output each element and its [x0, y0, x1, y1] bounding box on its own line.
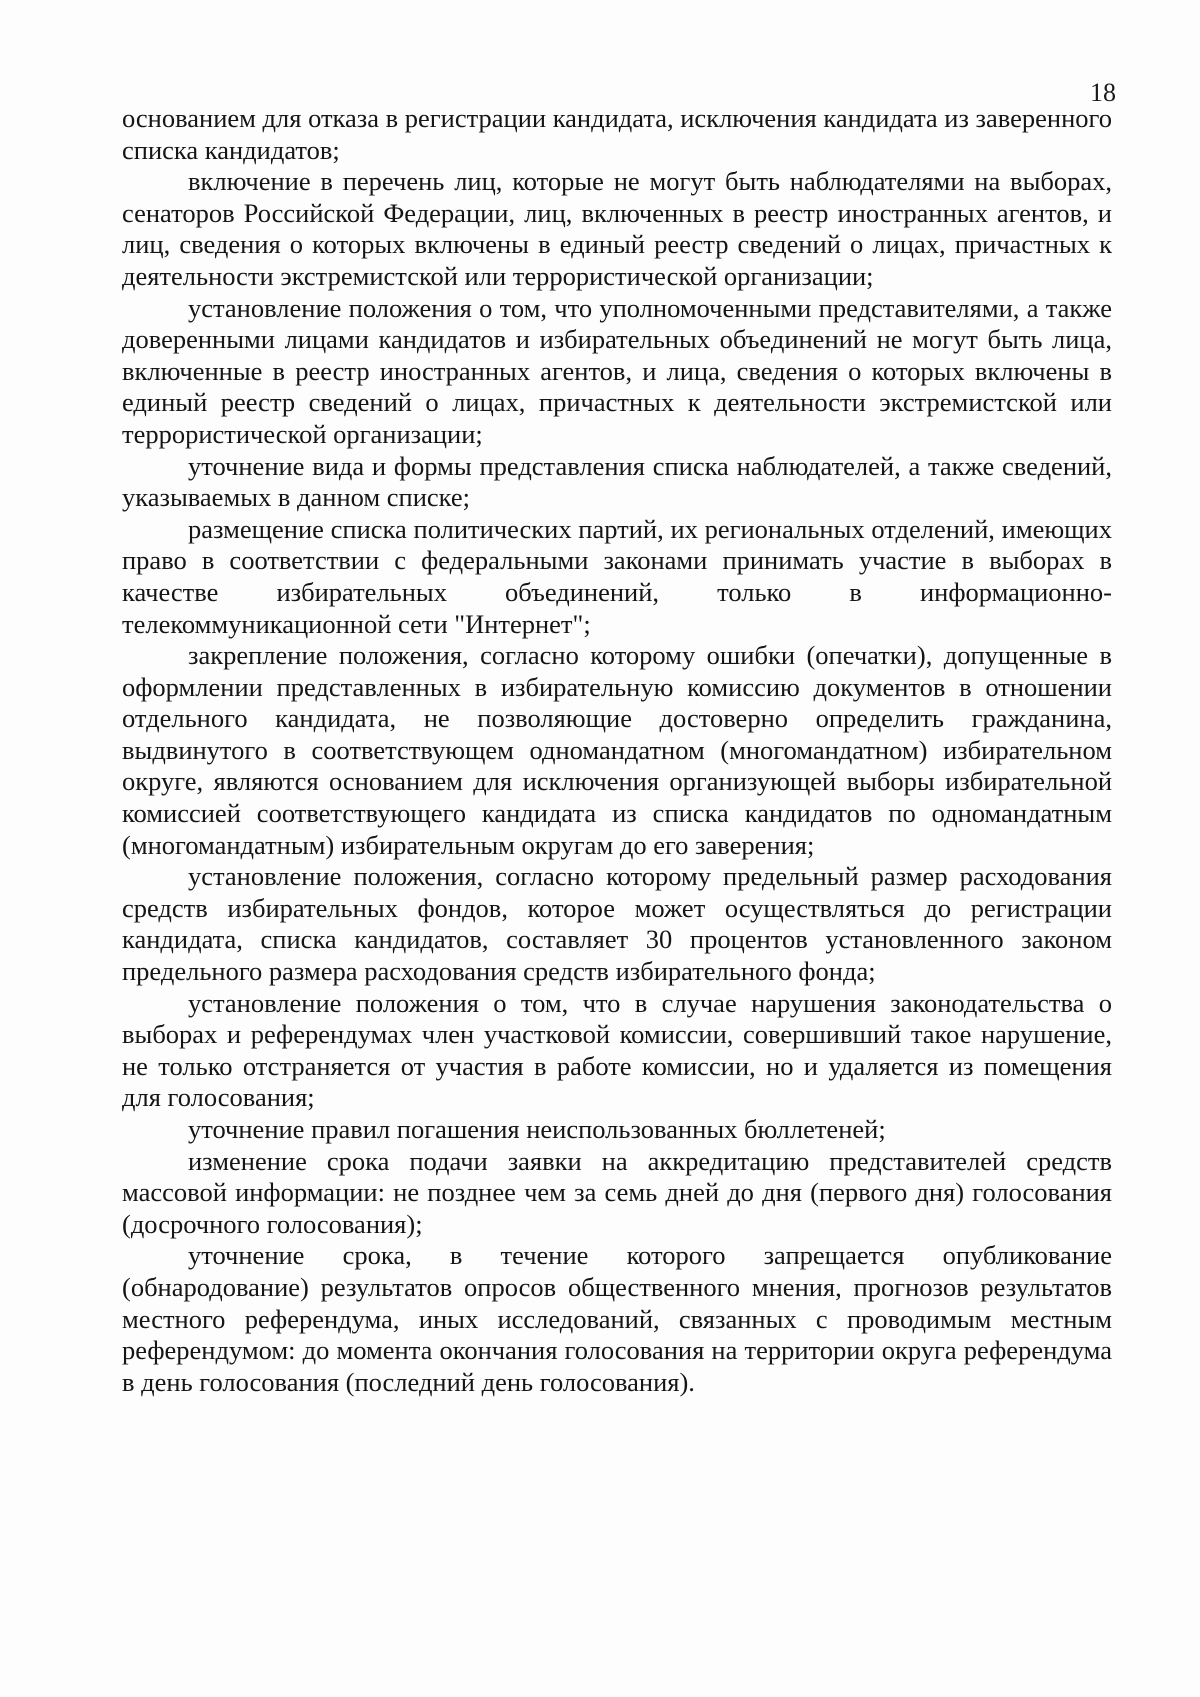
paragraph-observers-list: уточнение вида и формы представления списка наблюдателей, а также сведений, указываемых в данном списке;	[122, 450, 1112, 513]
paragraph-ballots: уточнение правил погашения неиспользованных бюллетеней;	[188, 1114, 886, 1144]
paragraph-continuation: основанием для отказа в регистрации кандидата, исключения кандидата из заверенного списка кандидатов;	[122, 103, 1112, 165]
paragraph-representatives: установление положения о том, что уполномоченными представителями, а также доверенными лицами кандидатов и избирательных объединений не могут быть лица, включенные в реестр иностранных агентов, и лица, сведения о которых включены в единый реестр сведений о лицах, причастных к деятельности экстремистской или террористической организации;	[122, 292, 1112, 449]
paragraph-party-list: размещение списка политических партий, их региональных отделений, имеющих право в соответствии с федеральными законами принимать участие в выборах в качестве избирательных объединений, только в информационно-телекоммуникационной сети "Интернет";	[122, 513, 1112, 639]
paragraph-commission-member: установление положения о том, что в случае нарушения законодательства о выборах и референдумах член участковой комиссии, совершивший такое нарушение, не только отстраняется от участия в работе комиссии, но и удаляется из помещения для голосования;	[122, 987, 1112, 1113]
paragraph-polls-publication: уточнение срока, в течение которого запрещается опубликование (обнародование) результатов опросов общественного мнения, прогнозов результатов местного референдума, иных исследований, связанных с проводимым местным референдумом: до момента окончания голосования на территории округа референдума в день голосования (последний день голосования).	[122, 1240, 1112, 1397]
document-body	[122, 103, 1112, 1398]
paragraph-fund-limit: установление положения, согласно которому предельный размер расходования средств избирательных фондов, которое может осуществляться до регистрации кандидата, списка кандидатов, составляет 30 процентов установленного законом предельного размера расходования средств избирательного фонда;	[122, 861, 1112, 987]
page-number: 18	[1090, 78, 1116, 107]
paragraph-observers-exclusion: включение в перечень лиц, которые не могут быть наблюдателями на выборах, сенаторов Российской Федерации, лиц, включенных в реестр иностранных агентов, и лиц, сведения о которых включены в единый реестр сведений о лицах, причастных к деятельности экстремистской или террористической организации;	[122, 166, 1112, 291]
paragraph-errors-typos: закрепление положения, согласно которому ошибки (опечатки), допущенные в оформлении представленных в избирательную комиссию документов в отношении отдельного кандидата, не позволяющие достоверно определить гражданина, выдвинутого в соответствующем одномандатном (многомандатном) избирательном округе, являются основанием для исключения организующей выборы избирательной комиссией соответствующего кандидата из списка кандидатов по одномандатным (многомандатным) избирательным округам до его заверения;	[122, 640, 1112, 860]
paragraph-media-accreditation: изменение срока подачи заявки на аккредитацию представителей средств массовой информации: не позднее чем за семь дней до дня (первого дня) голосования (досрочного голосования);	[122, 1145, 1112, 1239]
